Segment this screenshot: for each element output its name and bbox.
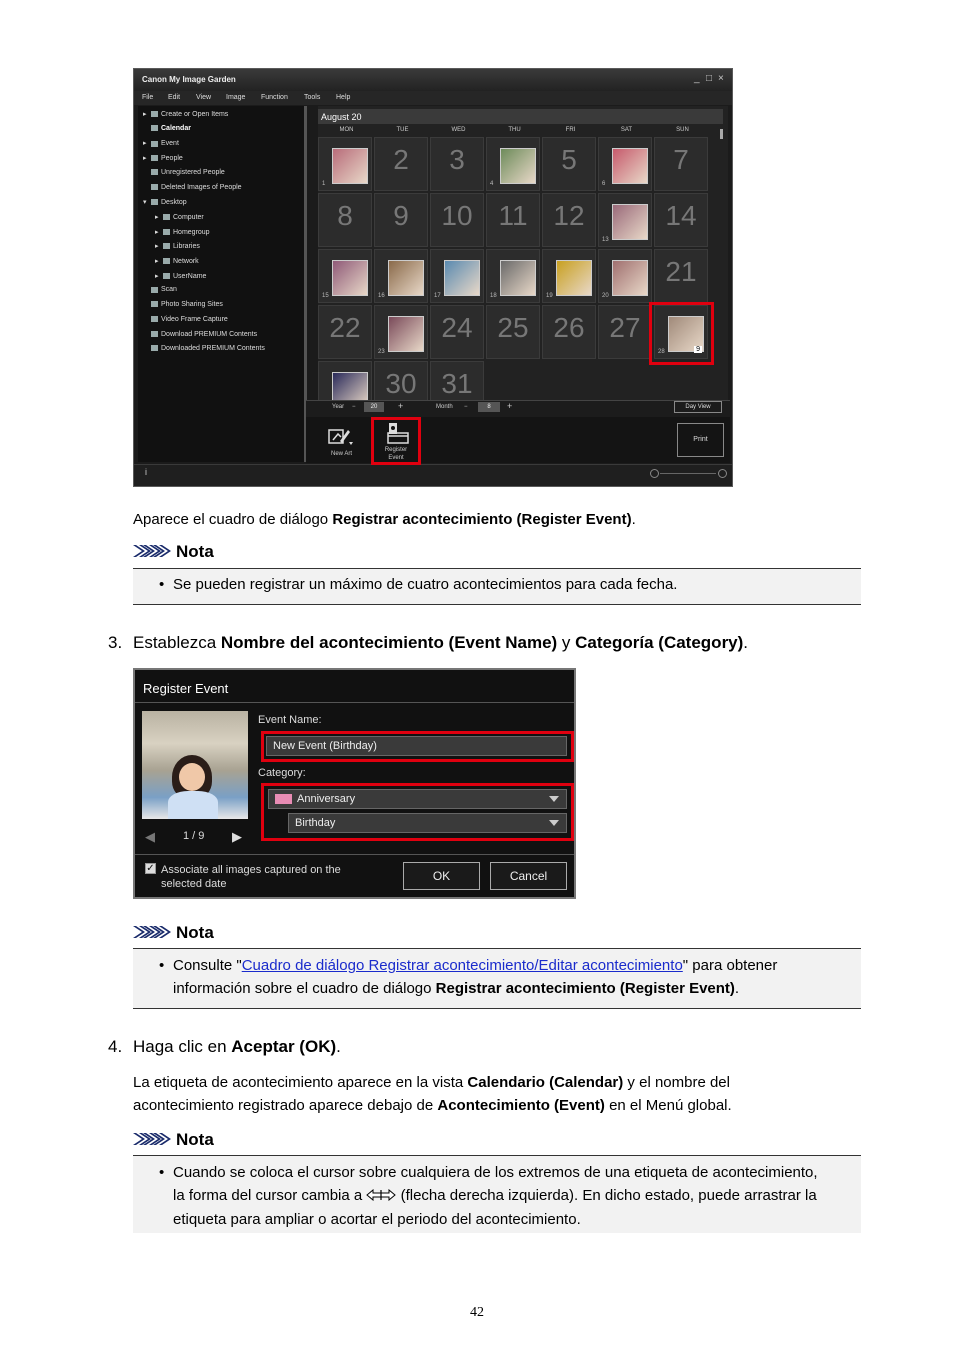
app-title: Canon My Image Garden xyxy=(142,75,236,84)
calendar-day-cell[interactable] xyxy=(374,249,428,303)
day-number-small: 19 xyxy=(546,293,553,299)
bold-span: Calendario (Calendar) xyxy=(467,1074,624,1091)
expand-arrow-icon[interactable]: ▸ xyxy=(155,243,159,251)
sidebar-item-label: Deleted Images of People xyxy=(161,183,242,191)
day-number-small: 6 xyxy=(602,181,606,187)
calendar-day-cell[interactable] xyxy=(654,249,708,303)
calendar-day-cell[interactable] xyxy=(598,137,652,191)
scrollbar-thumb[interactable] xyxy=(720,129,723,139)
sidebar-item-label: Event xyxy=(161,140,179,148)
print-button[interactable]: Print xyxy=(677,423,724,457)
text-span: y xyxy=(557,633,576,652)
month-label-control: Month xyxy=(436,404,453,410)
note-arrows-icon xyxy=(133,543,173,559)
event-name-label: Event Name: xyxy=(258,714,322,726)
minimize-button[interactable]: _ xyxy=(694,73,700,84)
month-field[interactable]: 8 xyxy=(478,402,500,412)
highlight-register-event xyxy=(371,417,421,465)
photo-thumbnail[interactable] xyxy=(332,148,368,184)
step-text-3 xyxy=(133,633,748,653)
note-text-3-line3: etiqueta para ampliar o acortar el periodo del acontecimiento. xyxy=(173,1211,581,1228)
day-number: 14 xyxy=(665,200,697,231)
day-number: 7 xyxy=(673,144,689,175)
register-event-label-2: Event xyxy=(388,455,404,461)
app-screenshot xyxy=(133,68,733,487)
day-number: 27 xyxy=(609,312,641,343)
weekday-label: SUN xyxy=(676,127,689,133)
day-number: 2 xyxy=(393,144,409,175)
text-span: . xyxy=(743,633,749,652)
expand-arrow-icon[interactable]: ▸ xyxy=(143,155,147,163)
day-number: 3 xyxy=(449,144,465,175)
day-number-small: 18 xyxy=(490,293,497,299)
photo-thumbnail[interactable] xyxy=(332,260,368,296)
calendar-day-cell[interactable] xyxy=(430,193,484,247)
photo-thumbnail[interactable] xyxy=(500,260,536,296)
sidebar-item-label: Scan xyxy=(161,286,177,294)
day-number: 11 xyxy=(498,200,528,231)
sidebar-item-icon xyxy=(151,125,158,131)
status-bar xyxy=(134,464,732,487)
day-number: 30 xyxy=(385,368,417,399)
sidebar-item-icon xyxy=(151,287,158,293)
expand-arrow-icon[interactable]: ▸ xyxy=(155,213,159,221)
note-text-2-line1 xyxy=(173,954,777,977)
sidebar-item-icon xyxy=(151,111,158,117)
event-thumbnail xyxy=(142,711,248,819)
note-label-1: Nota xyxy=(176,542,214,561)
maximize-button[interactable]: □ xyxy=(706,73,713,84)
day-number-small: 15 xyxy=(322,293,329,299)
sidebar-item[interactable] xyxy=(155,272,206,280)
image-pager: 1 / 9 xyxy=(183,830,205,842)
day-number: 24 xyxy=(441,312,473,343)
day-number: 9 xyxy=(393,200,409,231)
sidebar-item-icon xyxy=(163,258,170,264)
calendar-day-cell[interactable] xyxy=(318,249,372,303)
zoom-track xyxy=(660,473,716,474)
calendar-day-cell[interactable] xyxy=(542,305,596,359)
sidebar-item[interactable] xyxy=(143,345,265,352)
calendar-day-cell[interactable] xyxy=(430,249,484,303)
day-number: 21 xyxy=(665,256,697,287)
sidebar-item[interactable] xyxy=(143,198,187,206)
expand-arrow-icon[interactable]: ▸ xyxy=(155,258,159,265)
sidebar-item-label: People xyxy=(161,155,183,163)
calendar-day-cell[interactable] xyxy=(374,305,428,359)
sidebar-item-label: Homegroup xyxy=(173,228,210,236)
note-heading-3 xyxy=(133,1131,173,1151)
sidebar-item[interactable] xyxy=(143,331,257,338)
text-span: " para obtener xyxy=(682,957,778,974)
global-menu-sidebar xyxy=(138,106,307,462)
bold-span: Acontecimiento (Event) xyxy=(437,1097,605,1114)
text-span: en el Menú global. xyxy=(604,1097,732,1114)
sidebar-item-icon xyxy=(151,316,158,322)
sidebar-item-label: UserName xyxy=(173,272,207,280)
sidebar-item-label: Photo Sharing Sites xyxy=(161,301,223,309)
photo-thumbnail[interactable] xyxy=(612,148,648,184)
checkbox-label-line2: selected date xyxy=(161,878,227,890)
sidebar-item-label: Computer xyxy=(173,213,204,221)
note-bullet-2: • xyxy=(159,957,165,974)
day-number-small: 17 xyxy=(434,293,441,299)
sidebar-item-label: Video Frame Capture xyxy=(161,315,228,323)
text-span: Consulte " xyxy=(173,957,242,974)
photo-thumbnail[interactable] xyxy=(556,260,592,296)
day-number: 26 xyxy=(553,312,585,343)
zoom-slider[interactable] xyxy=(650,469,728,477)
sidebar-item[interactable] xyxy=(143,125,191,132)
expand-arrow-icon[interactable]: ▸ xyxy=(155,272,159,280)
weekday-label: SAT xyxy=(620,127,633,133)
sidebar-item-icon xyxy=(151,199,158,205)
checkbox-label-line1: Associate all images captured on the xyxy=(161,864,341,876)
bold-span: Registrar acontecimiento (Register Event) xyxy=(332,511,632,528)
text-span: acontecimiento registrado aparece debajo de xyxy=(133,1097,438,1114)
calendar-day-cell[interactable] xyxy=(542,193,596,247)
register-event-label-1: Register xyxy=(384,447,408,453)
note-bullet-3: • xyxy=(159,1164,165,1181)
previous-image-button[interactable]: ◀ xyxy=(145,829,155,844)
sidebar-item-label: Unregistered People xyxy=(161,168,225,176)
sidebar-item[interactable] xyxy=(155,242,200,250)
ok-button[interactable]: OK xyxy=(403,862,480,890)
close-button[interactable]: × xyxy=(718,73,724,84)
sidebar-item[interactable] xyxy=(143,301,223,308)
step-text-4 xyxy=(133,1037,341,1057)
zoom-in-icon[interactable] xyxy=(718,469,727,478)
day-number: 31 xyxy=(441,368,473,399)
calendar-day-cell[interactable] xyxy=(542,249,596,303)
calendar-day-cell[interactable] xyxy=(486,249,540,303)
bold-span: Nombre del acontecimiento (Event Name) xyxy=(220,633,558,652)
text-span: información sobre el cuadro de diálogo xyxy=(173,980,436,997)
text-span: . xyxy=(631,511,636,528)
day-number-small: 20 xyxy=(602,293,609,299)
calendar-day-cell[interactable] xyxy=(486,193,540,247)
day-number-small: 13 xyxy=(602,237,609,243)
month-decrement-button[interactable]: − xyxy=(464,404,468,410)
calendar-day-cell[interactable] xyxy=(598,249,652,303)
info-icon[interactable]: i xyxy=(145,467,147,477)
sidebar-item[interactable] xyxy=(143,154,183,162)
event-name-input[interactable]: New Event (Birthday) xyxy=(266,736,567,756)
sidebar-item[interactable] xyxy=(143,184,242,191)
note-text-2-line2 xyxy=(173,977,739,1000)
calendar-day-cell[interactable] xyxy=(430,305,484,359)
calendar-day-cell[interactable] xyxy=(486,305,540,359)
cancel-button[interactable]: Cancel xyxy=(490,862,567,890)
month-bar xyxy=(318,109,723,124)
highlight-calendar-date xyxy=(649,302,714,365)
photo-thumbnail[interactable] xyxy=(388,260,424,296)
menu-edit[interactable]: Edit xyxy=(168,94,181,101)
sidebar-item-icon xyxy=(151,345,158,351)
calendar-day-cell[interactable] xyxy=(374,193,428,247)
category-select-value: Anniversary xyxy=(297,793,356,805)
sidebar-item-icon xyxy=(151,184,158,190)
sidebar-item-icon xyxy=(151,155,158,161)
step-number-3: 3. xyxy=(108,633,123,652)
dialog-title: Register Event xyxy=(143,681,229,696)
zoom-out-icon[interactable] xyxy=(650,469,659,478)
expand-arrow-icon[interactable]: ▸ xyxy=(143,111,147,118)
note-text-3-line1: Cuando se coloca el cursor sobre cualquiera de los extremos de una etiqueta de acontecimiento, xyxy=(173,1164,818,1181)
sidebar-item[interactable] xyxy=(143,286,177,293)
image-count-badge: 9 xyxy=(696,346,700,353)
sidebar-item[interactable] xyxy=(143,139,179,147)
note-heading-2 xyxy=(133,924,173,944)
sidebar-item-label: Create or Open Items xyxy=(161,111,229,118)
note-arrows-icon xyxy=(133,924,173,940)
day-number: 22 xyxy=(329,312,361,343)
dialog-reference-link[interactable]: Cuadro de diálogo Registrar acontecimiento/Editar acontecimiento xyxy=(241,957,683,974)
sidebar-item[interactable] xyxy=(143,169,225,176)
weekday-label: FRI xyxy=(565,127,576,133)
text-span: la forma del cursor cambia a xyxy=(173,1187,367,1204)
page-number: 42 xyxy=(470,1305,484,1320)
day-number: 10 xyxy=(441,200,473,231)
text-span: (flecha derecha izquierda). En dicho estado, puede arrastrar la xyxy=(396,1187,817,1204)
menu-tools[interactable]: Tools xyxy=(304,94,321,101)
thumbnail-dress xyxy=(168,791,218,819)
year-field[interactable]: 20 xyxy=(364,402,384,412)
day-number-small: 16 xyxy=(378,293,385,299)
paragraph-dialog-appears xyxy=(133,508,636,531)
subcategory-select-value: Birthday xyxy=(295,817,336,829)
left-right-arrow-cursor-icon xyxy=(366,1189,396,1201)
day-number-small: 28 xyxy=(658,349,665,355)
note-heading-1 xyxy=(133,543,173,563)
calendar-day-cell[interactable] xyxy=(598,305,652,359)
day-number-small: 4 xyxy=(490,181,494,187)
new-art-button[interactable] xyxy=(328,426,354,450)
photo-thumbnail[interactable] xyxy=(612,204,648,240)
menu-file[interactable]: File xyxy=(142,94,154,101)
photo-thumbnail[interactable] xyxy=(388,316,424,352)
calendar-day-cell[interactable] xyxy=(598,193,652,247)
sidebar-item[interactable] xyxy=(155,213,204,221)
expand-arrow-icon[interactable]: ▸ xyxy=(143,140,147,148)
weekday-label: TUE xyxy=(396,127,409,133)
bold-span: Aceptar (OK) xyxy=(231,1037,337,1056)
sidebar-item-label: Download PREMIUM Contents xyxy=(161,330,258,338)
menu-bar xyxy=(134,91,732,105)
calendar-day-cell[interactable] xyxy=(486,137,540,191)
note-label-3: Nota xyxy=(176,1130,214,1149)
note-text-1: Se pueden registrar un máximo de cuatro acontecimientos para cada fecha. xyxy=(173,576,678,593)
note-arrows-icon xyxy=(133,1131,173,1147)
note-bullet-1: • xyxy=(159,576,165,593)
text-span: . xyxy=(336,1037,341,1056)
sidebar-item-label: Downloaded PREMIUM Contents xyxy=(161,345,265,353)
new-art-label: New Art xyxy=(330,451,352,457)
sidebar-item-label: Libraries xyxy=(173,243,200,251)
sidebar-item-label: Network xyxy=(173,258,199,265)
note-label-2: Nota xyxy=(176,923,214,942)
weekday-label: MON xyxy=(339,127,354,133)
day-view-button[interactable]: Day View xyxy=(674,401,722,413)
sidebar-item[interactable] xyxy=(155,228,210,236)
text-span: Aparece el cuadro de diálogo xyxy=(133,511,333,528)
expand-arrow-icon[interactable]: ▸ xyxy=(155,228,159,236)
sidebar-item[interactable] xyxy=(155,257,199,265)
sidebar-item-icon xyxy=(151,331,158,337)
month-label: August 20 xyxy=(321,112,362,122)
calendar-day-cell[interactable] xyxy=(542,137,596,191)
sidebar-item-icon xyxy=(163,273,170,279)
sidebar-item-icon xyxy=(163,229,170,235)
bold-span: Categoría (Category) xyxy=(575,633,744,652)
day-number: 25 xyxy=(497,312,529,343)
year-label: Year xyxy=(332,404,345,410)
paragraph-event-label-line1 xyxy=(133,1071,730,1094)
weekday-label: THU xyxy=(508,127,521,133)
sidebar-item[interactable] xyxy=(143,316,228,323)
text-span: y el nombre del xyxy=(623,1074,730,1091)
sidebar-item-icon xyxy=(163,243,170,249)
sidebar-item-icon xyxy=(151,141,158,147)
menu-image[interactable]: Image xyxy=(226,94,246,101)
calendar-day-cell[interactable] xyxy=(654,137,708,191)
sidebar-item-icon xyxy=(151,301,158,307)
dialog-footer-separator xyxy=(135,854,574,855)
calendar-day-cell[interactable] xyxy=(654,193,708,247)
bottom-toolbar xyxy=(306,417,730,463)
text-span: . xyxy=(734,980,740,997)
calendar-day-cell[interactable] xyxy=(318,193,372,247)
text-span: La etiqueta de acontecimiento aparece en la vista xyxy=(133,1074,468,1091)
highlight-event-name xyxy=(261,731,574,762)
text-span: Haga clic en xyxy=(133,1037,232,1056)
year-increment-button[interactable]: + xyxy=(398,401,404,411)
calendar-day-cell[interactable] xyxy=(318,137,372,191)
register-event-dialog xyxy=(133,668,576,899)
sidebar-item-label: Calendar xyxy=(161,124,191,132)
highlight-category xyxy=(261,783,574,841)
day-number: 8 xyxy=(337,200,353,231)
expand-arrow-icon[interactable]: ▾ xyxy=(143,199,147,207)
menu-help[interactable]: Help xyxy=(336,94,351,101)
menu-view[interactable]: View xyxy=(196,94,212,101)
day-number-small: 23 xyxy=(378,349,385,355)
thumbnail-face xyxy=(179,763,205,791)
day-number: 5 xyxy=(561,144,577,175)
bold-span: Registrar acontecimiento (Register Event) xyxy=(435,980,735,997)
associate-images-checkbox[interactable]: ✓ xyxy=(146,863,155,874)
calendar-day-cell[interactable] xyxy=(374,137,428,191)
sidebar-item-label: Desktop xyxy=(161,199,187,207)
photo-thumbnail[interactable] xyxy=(500,148,536,184)
sidebar-item[interactable] xyxy=(143,110,228,118)
month-increment-button[interactable]: + xyxy=(507,401,513,411)
category-label: Category: xyxy=(258,767,306,779)
note-text-3-line2 xyxy=(173,1184,817,1207)
dialog-separator xyxy=(135,702,574,703)
paragraph-event-label-line2 xyxy=(133,1094,732,1117)
year-decrement-button[interactable]: − xyxy=(352,404,356,410)
text-span: Establezca xyxy=(133,633,221,652)
step-number-4: 4. xyxy=(108,1037,123,1056)
day-number-small: 1 xyxy=(322,181,326,187)
calendar-day-cell[interactable] xyxy=(430,137,484,191)
sidebar-item-icon xyxy=(151,169,158,175)
weekday-label: WED xyxy=(451,127,466,133)
day-number: 12 xyxy=(553,200,585,231)
next-image-button[interactable]: ▶ xyxy=(232,829,242,844)
photo-thumbnail[interactable] xyxy=(444,260,480,296)
sidebar-item-icon xyxy=(163,214,170,220)
new-art-icon xyxy=(328,426,354,448)
photo-thumbnail[interactable] xyxy=(612,260,648,296)
menu-function[interactable]: Function xyxy=(261,94,288,101)
calendar-day-cell[interactable] xyxy=(318,305,372,359)
